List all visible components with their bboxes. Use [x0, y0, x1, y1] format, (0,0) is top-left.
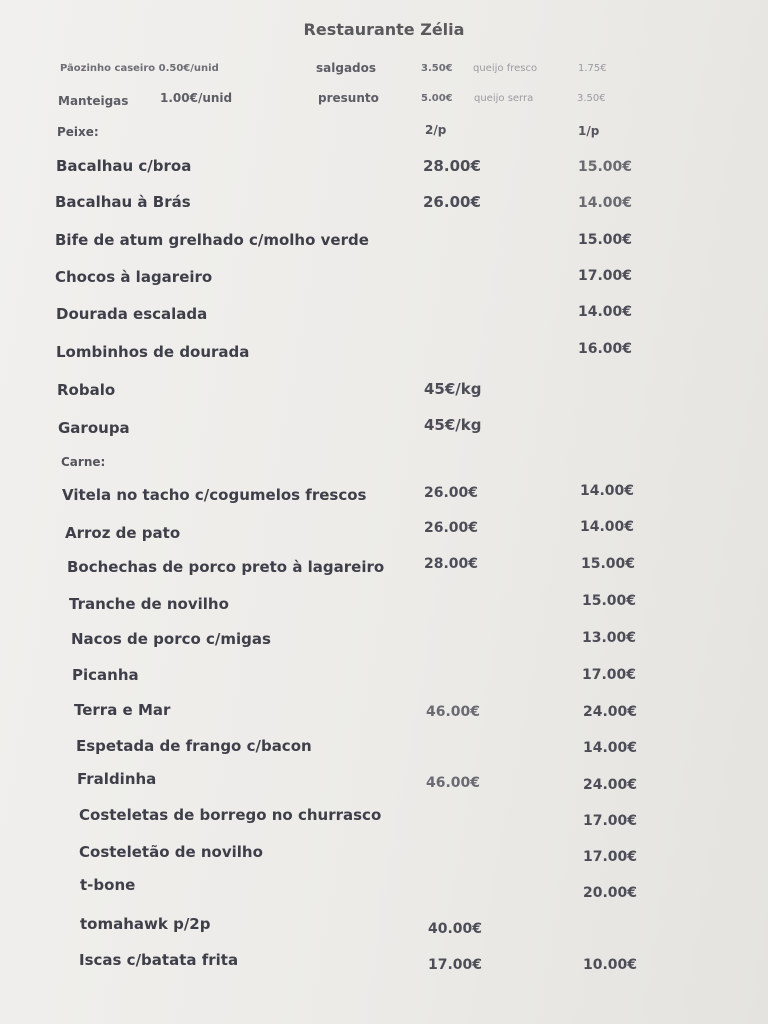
menu-item-price-1p: 15.00€ [582, 593, 637, 609]
restaurant-title: Restaurante Zélia [303, 20, 465, 39]
menu-item-price-1p: 20.00€ [583, 885, 638, 901]
menu-item-price-1p: 17.00€ [582, 667, 637, 683]
menu-item-name: Arroz de pato [65, 524, 181, 542]
menu-item-price-2p: 40.00€ [428, 921, 483, 937]
menu-item-price-2p: 45€/kg [424, 380, 482, 398]
menu-item-name: tomahawk p/2p [80, 915, 211, 933]
menu-item-price-1p: 17.00€ [583, 813, 638, 829]
queijo-fresco-label: queijo fresco [473, 63, 538, 74]
menu-item-price-2p: 46.00€ [426, 704, 481, 720]
menu-item-price-1p: 13.00€ [582, 630, 637, 646]
presunto-label: presunto [318, 91, 379, 105]
menu-item-price-2p: 46.00€ [426, 775, 481, 791]
carne-header: Carne: [61, 455, 106, 469]
menu-item-price-1p: 24.00€ [583, 777, 638, 793]
menu-item-name: Costeletão de novilho [79, 843, 263, 861]
queijo-serra-label: queijo serra [474, 93, 534, 104]
menu-item-name: Bochechas de porco preto à lagareiro [67, 558, 385, 576]
menu-item-price-1p: 10.00€ [583, 957, 638, 973]
menu-item-price-2p: 26.00€ [424, 520, 479, 536]
menu-item-price-1p: 16.00€ [578, 341, 633, 357]
menu-item-price-2p: 26.00€ [423, 193, 481, 211]
menu-item-price-1p: 14.00€ [583, 740, 638, 756]
menu-item-price-1p: 14.00€ [580, 483, 635, 499]
peixe-header: Peixe: [57, 125, 99, 139]
menu-item-name: t-bone [80, 876, 136, 894]
col-1p-header: 1/p [578, 124, 600, 138]
salgados-price: 3.50€ [421, 63, 453, 74]
queijo-fresco-price: 1.75€ [578, 63, 607, 74]
menu-item-price-1p: 15.00€ [581, 556, 636, 572]
menu-item-name: Bacalhau à Brás [55, 193, 191, 211]
menu-item-name: Garoupa [58, 419, 130, 437]
queijo-serra-price: 3.50€ [577, 93, 606, 104]
menu-item-price-2p: 28.00€ [424, 556, 479, 572]
menu-item-price-2p: 28.00€ [423, 157, 481, 175]
menu-item-price-1p: 14.00€ [578, 195, 633, 211]
menu-item-name: Bife de atum grelhado c/molho verde [55, 231, 369, 249]
menu-item-price-2p: 26.00€ [424, 485, 479, 501]
menu-item-name: Dourada escalada [56, 305, 208, 323]
menu-item-price-1p: 14.00€ [580, 519, 635, 535]
menu-item-price-1p: 17.00€ [583, 849, 638, 865]
paozinho-caseiro: Pãozinho caseiro 0.50€/unid [60, 63, 219, 74]
menu-item-name: Fraldinha [77, 770, 157, 788]
manteigas-price: 1.00€/unid [160, 91, 233, 105]
menu-item-price-1p: 14.00€ [578, 304, 633, 320]
menu-item-name: Iscas c/batata frita [79, 951, 239, 969]
menu-item-price-1p: 17.00€ [578, 268, 633, 284]
menu-item-name: Terra e Mar [74, 701, 171, 719]
menu-item-name: Espetada de frango c/bacon [76, 737, 312, 755]
menu-item-name: Costeletas de borrego no churrasco [79, 806, 382, 824]
menu-item-name: Nacos de porco c/migas [71, 630, 271, 648]
presunto-price: 5.00€ [421, 93, 453, 104]
menu-item-name: Bacalhau c/broa [56, 157, 192, 175]
menu-item-name: Picanha [72, 666, 139, 684]
menu-item-name: Tranche de novilho [69, 595, 229, 613]
menu-item-price-2p: 17.00€ [428, 957, 483, 973]
menu-item-price-1p: 15.00€ [578, 159, 633, 175]
menu-item-name: Vitela no tacho c/cogumelos frescos [62, 486, 367, 504]
menu-item-price-1p: 24.00€ [583, 704, 638, 720]
menu-item-price-1p: 15.00€ [578, 232, 633, 248]
salgados-label: salgados [316, 61, 377, 75]
manteigas-label: Manteigas [58, 94, 129, 108]
col-2p-header: 2/p [425, 123, 447, 137]
menu-item-name: Lombinhos de dourada [56, 343, 250, 361]
menu-item-name: Chocos à lagareiro [55, 268, 213, 286]
menu-item-name: Robalo [57, 381, 116, 399]
menu-item-price-2p: 45€/kg [424, 416, 482, 434]
